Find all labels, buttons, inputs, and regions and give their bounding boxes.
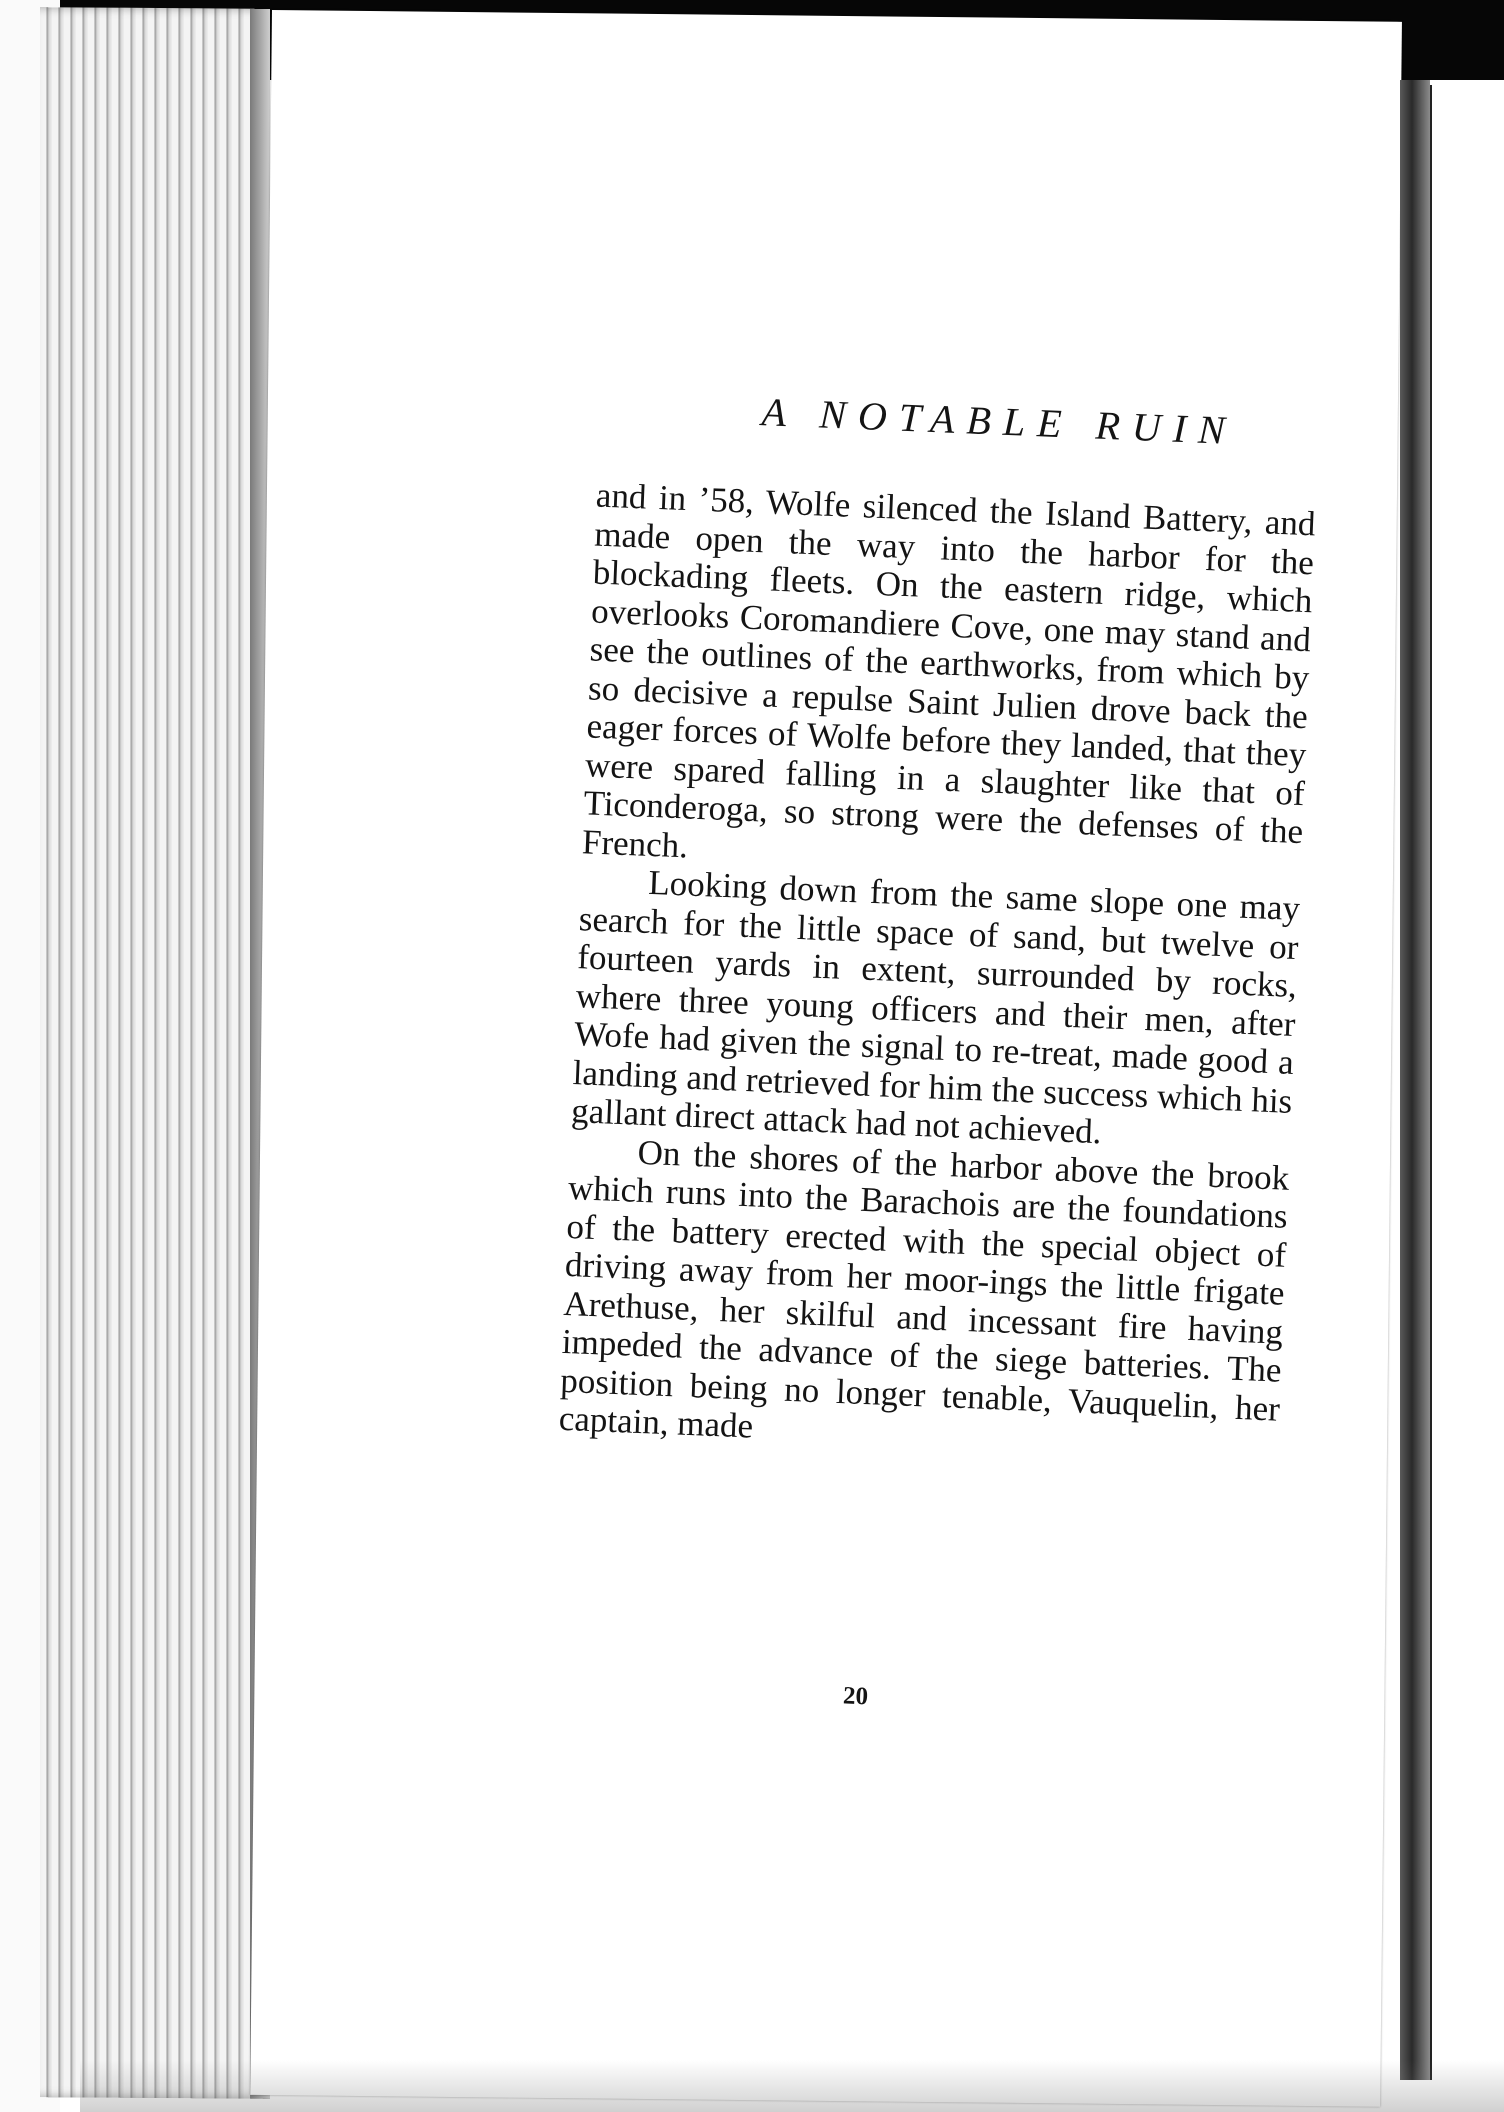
paragraph-3: On the shores of the harbor above the brook which runs into the Barachois are the foundations of the battery erected with the special object of driving away from her moor-ings the little frigate Arethuse, her skilful and incessant fire having impeded the advance of the siege batteries. The position being no longer tenable, Vauquelin, her captain, made [558,1132,1290,1446]
page-number: 20 [842,1682,869,1711]
stacked-page-edges [40,7,270,2099]
facing-page-edge [1430,85,1504,2080]
paragraph-1: and in ’58, Wolfe silenced the Island Battery, and made open the way into the harbor for the blockading fleets. On the eastern ridge, which overlooks Coromandiere Cove, one may stand and see the outlines of the earthworks, from which by so decisive a repulse Saint Julien drove back the eager forces of Wolfe before they landed, that they were spared falling in a slaughter like that of Ticonderoga, so strong were the defenses of the French. [581,475,1317,865]
paragraph-2: Looking down from the same slope one may search for the little space of sand, but twelve or fourteen yards in extent, surrounded by rocks, where three young officers and their men, after Wofe had given the signal to re-treat, made good a landing and retrieved for him the success which his gallant direct attack had not achieved. [570,862,1301,1152]
body-text [558,477,1316,1468]
page-bottom-shadow [80,2060,1504,2112]
book-spine [1400,80,1430,2080]
running-head: A NOTABLE RUIN [760,389,1238,454]
